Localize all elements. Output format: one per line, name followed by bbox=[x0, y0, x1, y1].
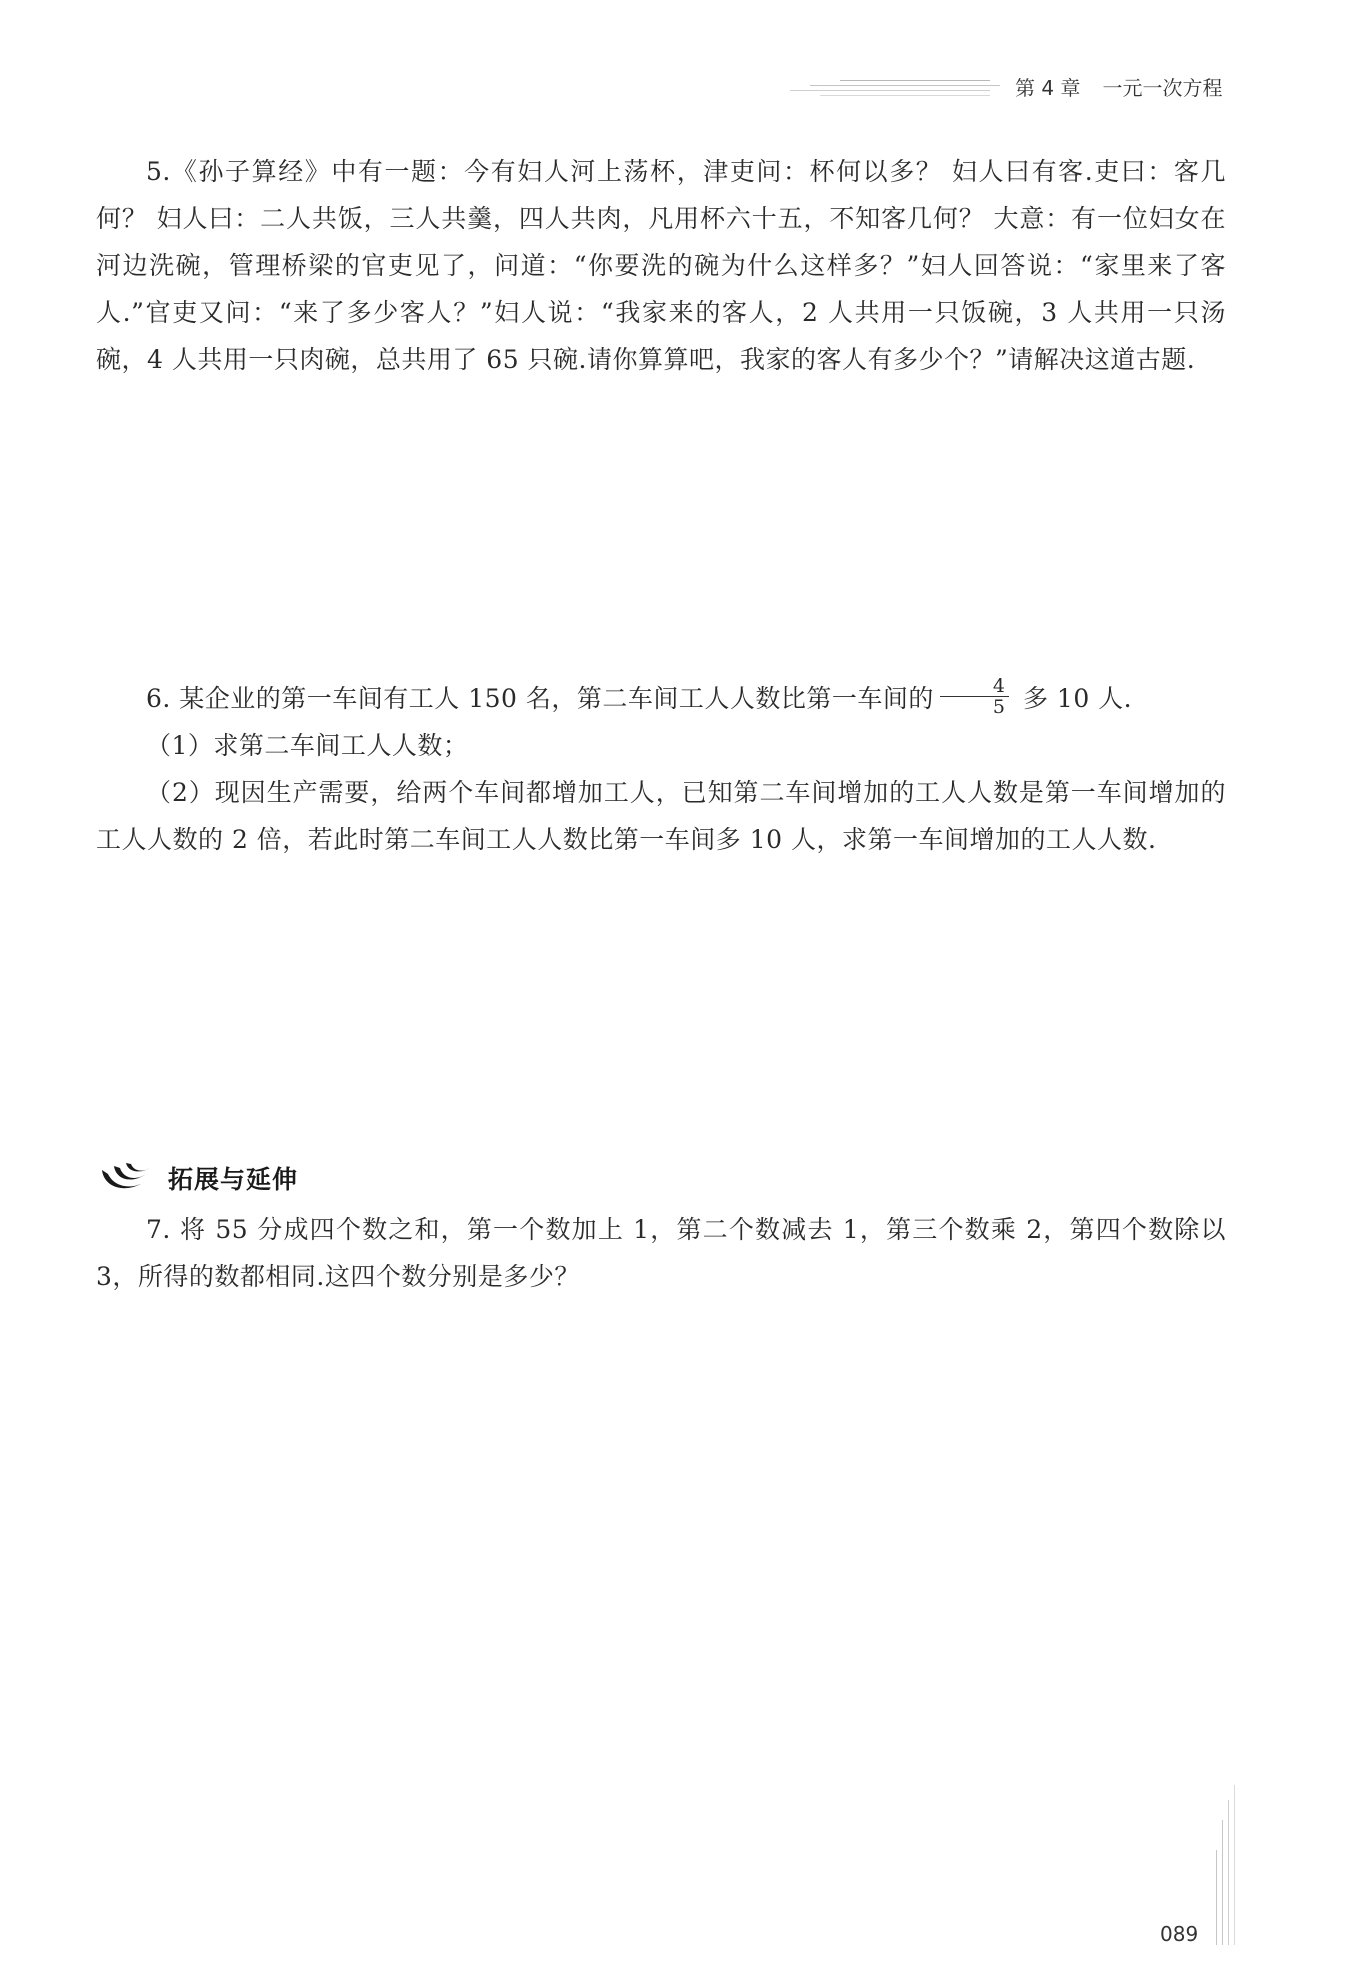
problem-6 bbox=[96, 675, 1226, 863]
problem-7 bbox=[96, 1206, 1226, 1300]
problem-6-stem-after: 多 10 人. bbox=[1014, 684, 1133, 713]
problem-6-part-1: （1）求第二车间工人人数； bbox=[146, 731, 469, 760]
fraction-numerator: 4 bbox=[940, 676, 1009, 697]
section-title: 拓展与延伸 bbox=[168, 1165, 299, 1194]
running-header bbox=[790, 70, 1230, 110]
page-number: 089 bbox=[1160, 1922, 1199, 1946]
problem-6-part-2: （2）现因生产需要，给两个车间都增加工人，已知第二车间增加的工人人数是第一车间增加的工人人数的 2 倍，若此时第二车间工人人数比第一车间多 10 人，求第一车间增加的工人人数. bbox=[96, 778, 1226, 854]
header-decorative-lines bbox=[790, 78, 990, 100]
section-heading bbox=[96, 1158, 298, 1198]
swoosh-icon bbox=[96, 1160, 158, 1196]
fraction bbox=[940, 676, 1009, 717]
fraction-denominator: 5 bbox=[992, 696, 1006, 718]
problem-6-stem-before: 6. 某企业的第一车间有工人 150 名，第二车间工人人数比第一车间的 bbox=[146, 684, 934, 713]
problem-6-stem bbox=[96, 675, 1226, 722]
chapter-number: 第 4 章 bbox=[1015, 76, 1081, 100]
problem-5-text: 5.《孙子算经》中有一题：今有妇人河上荡杯，津吏问：杯何以多？ 妇人曰有客.吏曰：客几何？ 妇人曰：二人共饭，三人共羹，四人共肉，凡用杯六十五，不知客几何？ 大意：有一位妇女在河边洗碗，管理桥梁的官吏见了，问道：“你要洗的碗为什么这样多？”妇人回答说：“家里来了客人.”官吏又问：“来了多少客人？”妇人说：“我家来的客人，2 人共用一只饭碗，3 人共用一只汤碗，4 人共用一只肉碗，总共用了 65 只碗.请你算算吧，我家的客人有多少个？”请解决这道古题. bbox=[96, 157, 1226, 374]
problem-7-text: 7. 将 55 分成四个数之和，第一个数加上 1，第二个数减去 1，第三个数乘 2，第四个数除以 3，所得的数都相同.这四个数分别是多少？ bbox=[96, 1215, 1226, 1291]
margin-decorative-lines bbox=[1216, 1785, 1246, 1945]
chapter-title: 一元一次方程 bbox=[1102, 76, 1223, 100]
problem-5 bbox=[96, 148, 1226, 383]
header-text bbox=[1015, 72, 1222, 101]
